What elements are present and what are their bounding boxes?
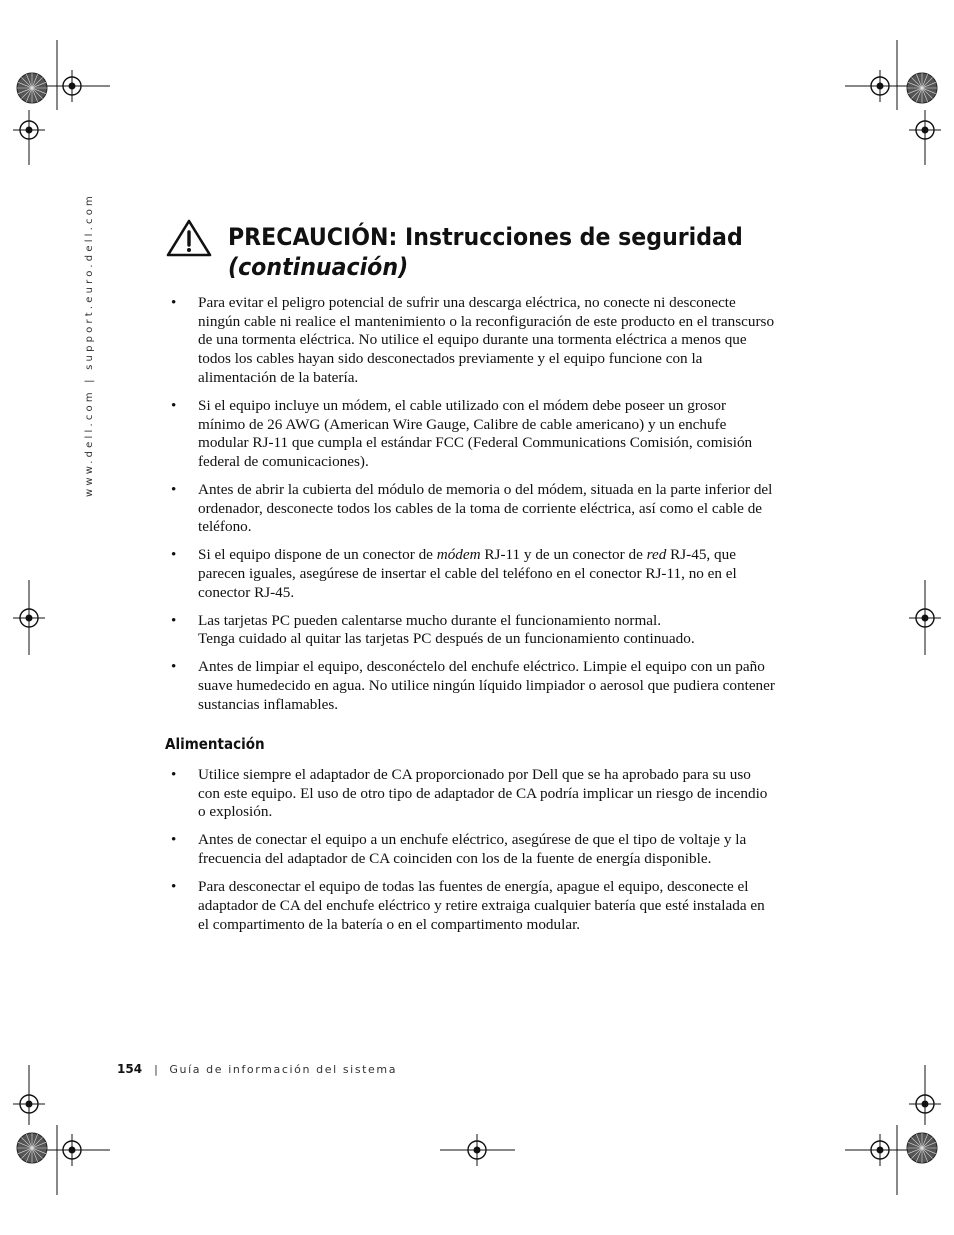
warning-triangle-icon bbox=[166, 219, 212, 257]
registration-mark-icon bbox=[56, 1134, 88, 1166]
power-list bbox=[171, 766, 776, 944]
text-line: Tenga cuidado al quitar las tarjetas PC después de un funcionamiento continuado. bbox=[198, 630, 695, 648]
page-title bbox=[228, 222, 780, 282]
registration-mark-icon bbox=[864, 70, 896, 102]
registration-mark-icon bbox=[13, 114, 45, 146]
color-target-icon bbox=[17, 73, 47, 103]
registration-mark-icon bbox=[461, 1134, 493, 1166]
text-run: Si el equipo dispone de un conector de bbox=[198, 546, 437, 564]
color-target-icon bbox=[907, 1133, 937, 1163]
registration-mark-icon bbox=[864, 1134, 896, 1166]
title-line-1: PRECAUCIÓN: Instrucciones de seguridad bbox=[228, 223, 743, 251]
color-target-icon bbox=[907, 73, 937, 103]
list-item: • Para desconectar el equipo de todas las fuentes de energía, apague el equipo, desconecte el adaptador de CA del enchufe eléctrico y retire extraiga cualquier batería que esté instalada en el compartimento de la batería o en el compartimento modular. bbox=[171, 878, 776, 934]
list-item: • Utilice siempre el adaptador de CA proporcionado por Dell que se ha aprobado para su uso con este equipo. El uso de otro tipo de adaptador de CA podría implicar un riesgo de incendio o explosión. bbox=[171, 766, 776, 822]
text-run: RJ-11 y de un conector de bbox=[480, 546, 647, 564]
registration-mark-icon bbox=[909, 602, 941, 634]
section-heading: Alimentación bbox=[165, 735, 265, 753]
list-item: • Para evitar el peligro potencial de sufrir una descarga eléctrica, no conecte ni desconecte ningún cable ni realice el mantenimiento o la reconfiguración de este producto en el transcurso de una tormenta eléctrica. No utilice el equipo durante una tormenta eléctrica a menos que todos los cables hayan sido desconectados previamente y el equipo funcione con la alimentación de la batería. bbox=[171, 294, 776, 388]
sidebar-url: www.dell.com | support.euro.dell.com bbox=[84, 193, 95, 497]
registration-mark-icon bbox=[56, 70, 88, 102]
emphasis-modem: módem bbox=[436, 546, 481, 564]
page-footer bbox=[117, 1062, 397, 1076]
registration-mark-icon bbox=[13, 1088, 45, 1120]
list-item: • Si el equipo incluye un módem, el cable utilizado con el módem debe poseer un grosor mínimo de 26 AWG (American Wire Gauge, Calibre de cable americano) y un enchufe modular RJ-11 que cumpla el estándar FCC (Federal Communications Comisión, comisión federal de comunicaciones). bbox=[171, 397, 776, 472]
list-item bbox=[171, 546, 776, 602]
registration-mark-icon bbox=[909, 114, 941, 146]
text-run: RJ-45, que parecen iguales, asegúrese de insertar el cable del teléfono en el conector RJ-11, no en el conector RJ-45. bbox=[198, 546, 737, 601]
text-line: Las tarjetas PC pueden calentarse mucho durante el funcionamiento normal. bbox=[198, 611, 662, 629]
list-item: • Antes de abrir la cubierta del módulo de memoria o del módem, situada en la parte inferior del ordenador, desconecte todos los cables de la toma de corriente eléctrica, así como el cable de teléfono. bbox=[171, 481, 776, 537]
list-item bbox=[171, 612, 776, 649]
title-line-2: (continuación) bbox=[228, 253, 409, 281]
safety-list bbox=[171, 294, 776, 724]
registration-mark-icon bbox=[909, 1088, 941, 1120]
registration-mark-icon bbox=[13, 602, 45, 634]
footer-separator: | bbox=[154, 1063, 160, 1076]
emphasis-red: red bbox=[646, 546, 667, 564]
list-item: • Antes de conectar el equipo a un enchufe eléctrico, asegúrese de que el tipo de voltaje y la frecuencia del adaptador de CA coinciden con los de la fuente de energía disponible. bbox=[171, 831, 776, 868]
color-target-icon bbox=[17, 1133, 47, 1163]
footer-title: Guía de información del sistema bbox=[169, 1063, 398, 1076]
page-number: 154 bbox=[117, 1062, 143, 1076]
list-item: • Antes de limpiar el equipo, desconéctelo del enchufe eléctrico. Limpie el equipo con un paño suave humedecido en agua. No utilice ningún líquido limpiador o aerosol que pudiera contener sustancias inflamables. bbox=[171, 658, 776, 714]
